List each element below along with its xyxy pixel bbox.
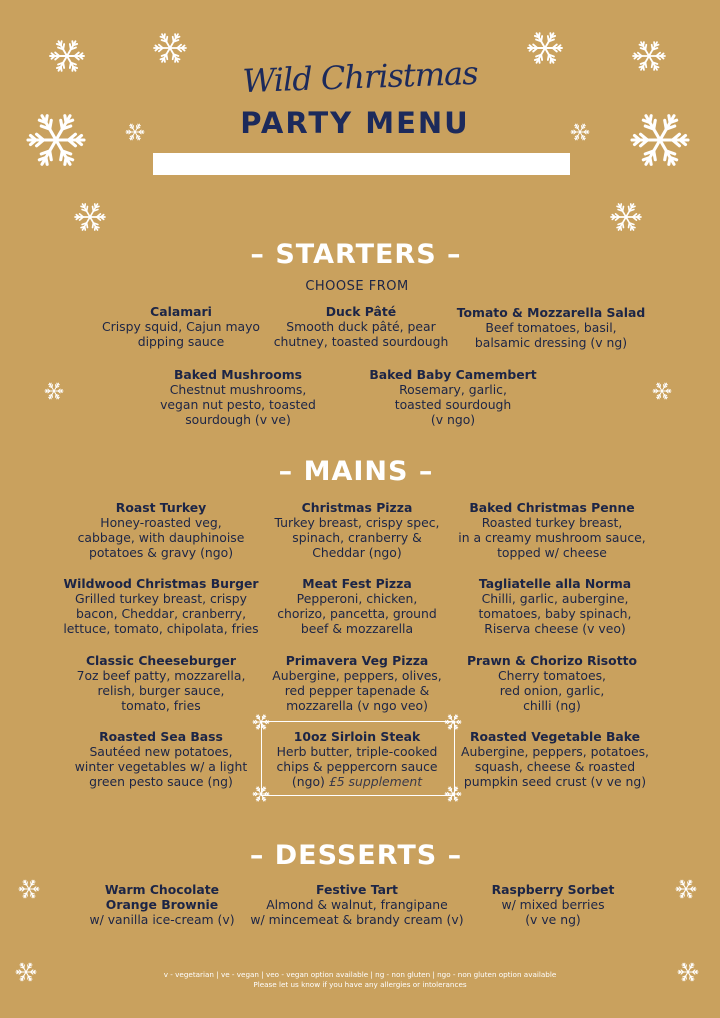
supplement-note: £5 supplement <box>328 774 423 789</box>
menu-item <box>242 576 472 636</box>
menu-item <box>123 367 353 427</box>
item-name: Tagliatelle alla Norma <box>478 576 632 591</box>
item-name: Baked Christmas Penne <box>469 500 635 515</box>
desserts-heading: – DESSERTS – <box>249 840 463 871</box>
item-description: w/ vanilla ice-cream (v) <box>89 912 235 927</box>
item-description: Crispy squid, Cajun mayo dipping sauce <box>101 319 261 349</box>
item-name: Tomato & Mozzarella Salad <box>456 305 646 320</box>
item-name: Roasted Vegetable Bake <box>469 729 641 744</box>
menu-item <box>338 367 568 427</box>
item-name: Festive Tart <box>316 882 398 897</box>
item-description: Almond & walnut, frangipane w/ mincemeat & brandy cream (v) <box>250 897 464 927</box>
menu-item <box>433 305 669 350</box>
item-name: Baked Baby Camembert <box>369 367 537 382</box>
snowflake-icon <box>73 200 107 234</box>
page-title: PARTY MENU <box>240 106 470 140</box>
script-title: Wild Christmas <box>241 53 479 101</box>
item-name: Primavera Veg Pizza <box>285 653 429 668</box>
item-description: Cherry tomatoes, red onion, garlic, chilli (ng) <box>498 668 606 713</box>
item-description: Smooth duck pâté, pear chutney, toasted sourdough <box>273 319 449 349</box>
snowflake-icon <box>17 877 41 901</box>
menu-item <box>437 500 667 560</box>
item-description: Chestnut mushrooms, vegan nut pesto, toasted sourdough (v ve) <box>160 382 316 427</box>
item-name: 10oz Sirloin Steak <box>293 729 421 744</box>
item-name: Classic Cheeseburger <box>85 653 237 668</box>
item-description: Aubergine, peppers, potatoes, squash, cheese & roasted pumpkin seed crust (v ve ng) <box>461 744 649 789</box>
item-description: Grilled turkey breast, crispy bacon, Cheddar, cranberry, lettuce, tomato, chipolata, fries <box>63 591 259 636</box>
item-description: Herb butter, triple-cooked chips & peppercorn sauce <box>276 744 438 774</box>
mains-heading: – MAINS – <box>278 456 434 487</box>
snowflake-icon <box>152 30 188 66</box>
item-description: Aubergine, peppers, olives, red pepper tapenade & mozzarella (v ngo veo) <box>272 668 442 713</box>
item-name: Christmas Pizza <box>301 500 413 515</box>
item-name: Roast Turkey <box>115 500 207 515</box>
item-name: Roasted Sea Bass <box>99 729 223 744</box>
menu-item <box>440 576 670 636</box>
item-description: Turkey breast, crispy spec, spinach, cranberry & Cheddar (ngo) <box>274 515 440 560</box>
item-name: Warm Chocolate Orange Brownie <box>104 882 220 912</box>
snowflake-icon <box>651 380 673 402</box>
item-name: Duck Pâté <box>325 304 397 319</box>
item-name: Wildwood Christmas Burger <box>63 576 259 591</box>
item-description-end: (ngo) <box>291 774 325 789</box>
item-name: Raspberry Sorbet <box>491 882 615 897</box>
menu-item <box>440 729 670 789</box>
item-description: Beef tomatoes, basil, balsamic dressing (v ng) <box>474 320 628 350</box>
item-description: Rosemary, garlic, toasted sourdough (v ngo) <box>394 382 512 427</box>
item-description: Roasted turkey breast, in a creamy mushroom sauce, topped w/ cheese <box>458 515 646 560</box>
menu-item <box>438 882 668 927</box>
item-description: Chilli, garlic, aubergine, tomatoes, baby spinach, Riserva cheese (v veo) <box>478 591 632 636</box>
snowflake-icon <box>674 877 698 901</box>
snowflake-icon <box>609 200 643 234</box>
item-name: Prawn & Chorizo Risotto <box>466 653 638 668</box>
snowflake-icon <box>43 380 65 402</box>
item-description: Sautéed new potatoes, winter vegetables w/ a light green pesto sauce (ng) <box>74 744 248 789</box>
item-description: w/ mixed berries (v ve ng) <box>501 897 605 927</box>
item-description: Honey-roasted veg, cabbage, with dauphinoise potatoes & gravy (ngo) <box>77 515 245 560</box>
item-name: Baked Mushrooms <box>173 367 303 382</box>
starters-subheading: CHOOSE FROM <box>305 279 409 294</box>
item-name: Calamari <box>150 304 212 319</box>
title-underline-bar <box>153 153 570 175</box>
item-description: Pepperoni, chicken, chorizo, pancetta, ground beef & mozzarella <box>277 591 437 636</box>
item-description: 7oz beef patty, mozzarella, relish, burger sauce, tomato, fries <box>76 668 246 713</box>
dietary-legend: v - vegetarian | ve - vegan | veo - vegan option available | ng - non gluten | ngo - non gluten option available <box>163 970 557 979</box>
allergy-notice: Please let us know if you have any allergies or intolerances <box>253 980 467 989</box>
menu-item-featured <box>242 729 472 789</box>
item-name: Meat Fest Pizza <box>302 576 412 591</box>
starters-heading: – STARTERS – <box>250 239 462 270</box>
menu-item <box>437 653 667 713</box>
